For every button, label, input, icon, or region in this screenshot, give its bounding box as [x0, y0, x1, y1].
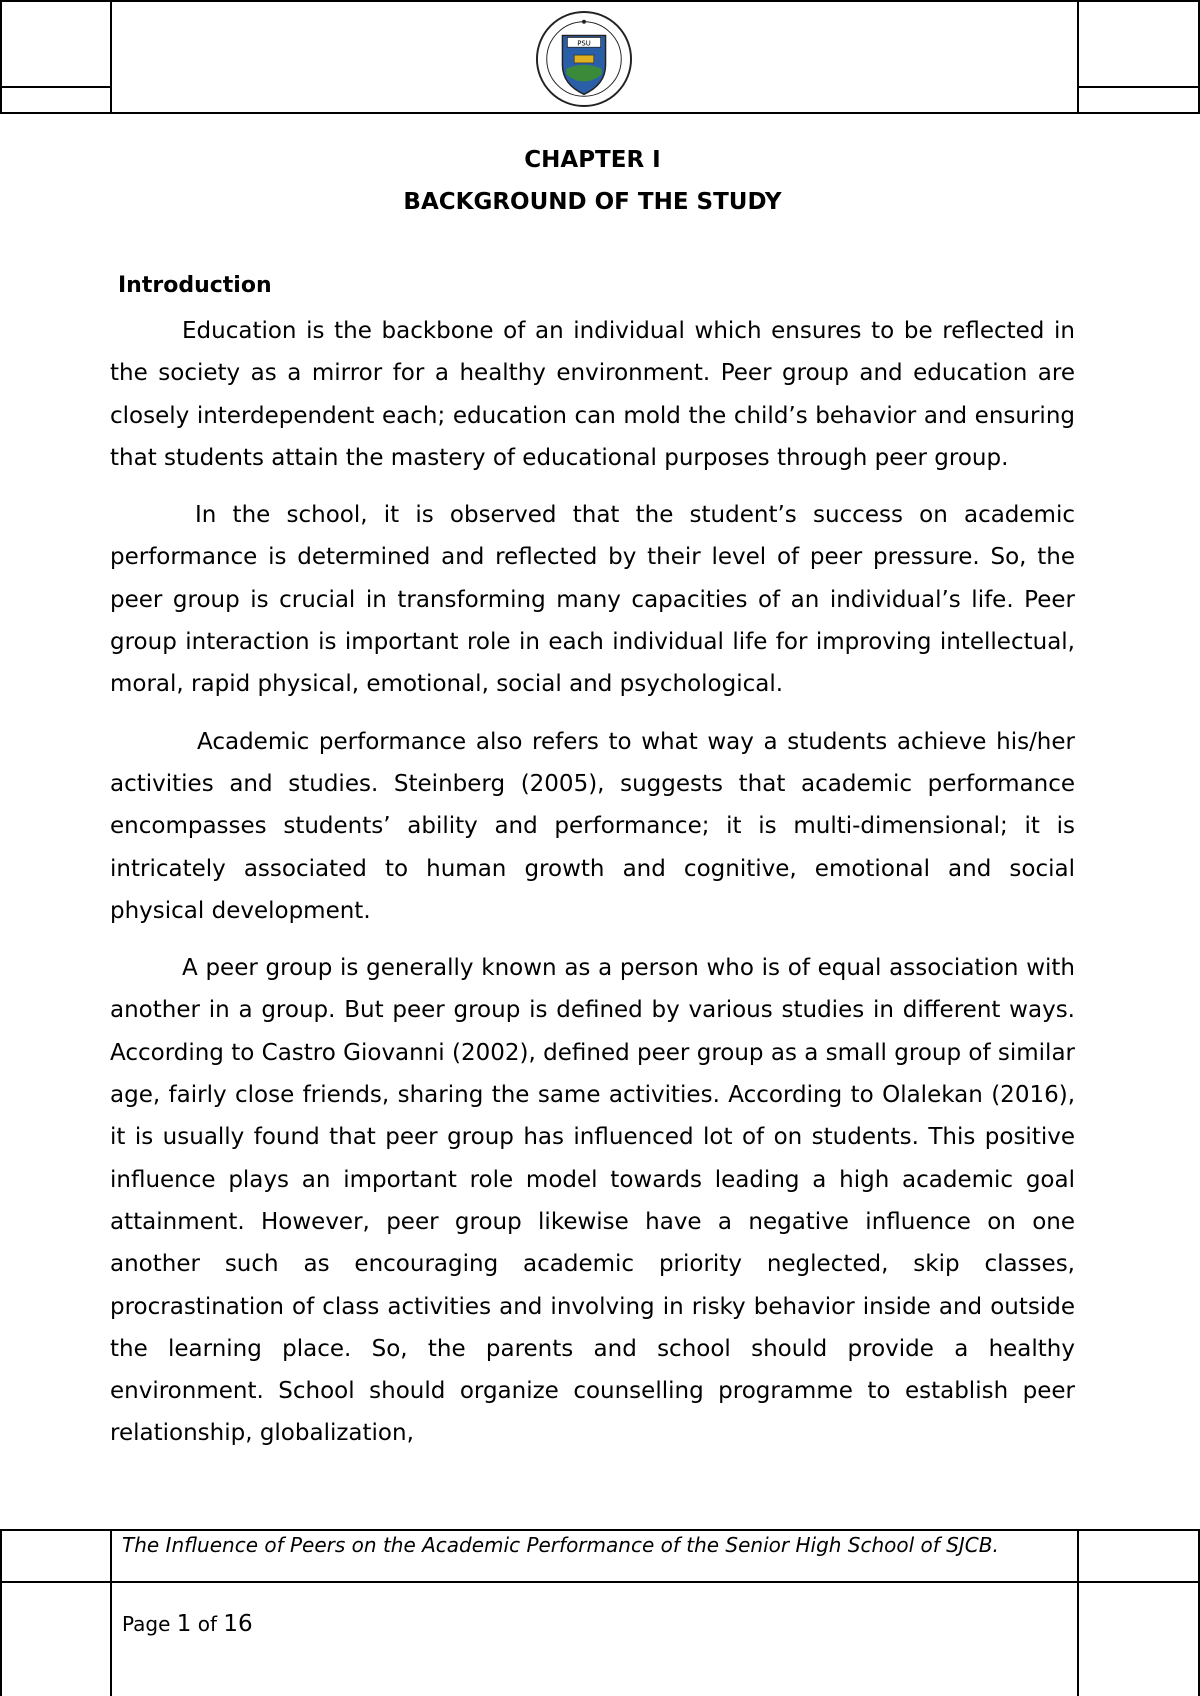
- page-number: [122, 1610, 253, 1638]
- header-rule-left: [110, 0, 112, 113]
- header-rule-bottom: [0, 112, 1200, 114]
- footer-rule-mid: [0, 1581, 1200, 1583]
- page-word: Page: [122, 1612, 171, 1636]
- header-rule-right: [1077, 0, 1079, 113]
- seal-text: PSU: [577, 39, 591, 48]
- chapter-number: CHAPTER I: [524, 147, 661, 173]
- footer-rule-left-edge: [0, 1529, 2, 1696]
- of-word: of: [197, 1612, 218, 1636]
- footer-rule-right: [1077, 1529, 1079, 1696]
- paragraph: In the school, it is observed that the student’s success on academic performance is determined and reflected by their level of peer pressure. So, the peer group is crucial in transforming many capacities of an individual’s life. Peer group interaction is important role in each individual life for improving intellectual, moral, rapid physical, emotional, social and psychological.: [110, 502, 1075, 698]
- footer-document-title: The Influence of Peers on the Academic Performance of the Senior High School of SJCB.: [122, 1533, 999, 1557]
- section-heading: Introduction: [118, 273, 272, 298]
- body-text: [110, 310, 1075, 1470]
- header-rule-mid-right: [1077, 86, 1200, 88]
- header-rule-top: [0, 0, 1200, 2]
- school-seal-icon: [535, 10, 633, 108]
- header-rule-mid-left: [0, 86, 111, 88]
- paragraph: Education is the backbone of an individual which ensures to be reflected in the society as a mirror for a healthy environment. Peer group and education are closely interdependent each; education can mold the child’s behavior and ensuring that students attain the mastery of educational purposes through peer group.: [110, 318, 1075, 471]
- header-rule-left-edge: [0, 0, 2, 113]
- footer-rule-right-edge: [1198, 1529, 1200, 1696]
- footer-rule-top: [0, 1529, 1200, 1531]
- chapter-title: BACKGROUND OF THE STUDY: [403, 189, 782, 215]
- header-rule-right-edge: [1198, 0, 1200, 113]
- paragraph: A peer group is generally known as a person who is of equal association with another in a group. But peer group is defined by various studies in different ways. According to Castro Giovanni (2002), defined peer group as a small group of similar age, fairly close friends, sharing the same activities. According to Olalekan (2016), it is usually found that peer group has influenced lot of on students. This positive influence plays an important role model towards leading a high academic goal attainment. However, peer group likewise have a negative influence on one another such as encouraging academic priority neglected, skip classes, procrastination of class activities and involving in risky behavior inside and outside the learning place. So, the parents and school should provide a healthy environment. School should organize counselling programme to establish peer relationship, globalization,: [110, 955, 1075, 1447]
- page-current: 1: [176, 1611, 192, 1637]
- page-total: 16: [223, 1611, 253, 1637]
- footer-rule-left: [110, 1529, 112, 1696]
- paragraph: Academic performance also refers to what way a students achieve his/her activities and studies. Steinberg (2005), suggests that academic performance encompasses students’ ability and performance; it is multi-dimensional; it is intricately associated to human growth and cognitive, emotional and social physical development.: [110, 728, 1075, 924]
